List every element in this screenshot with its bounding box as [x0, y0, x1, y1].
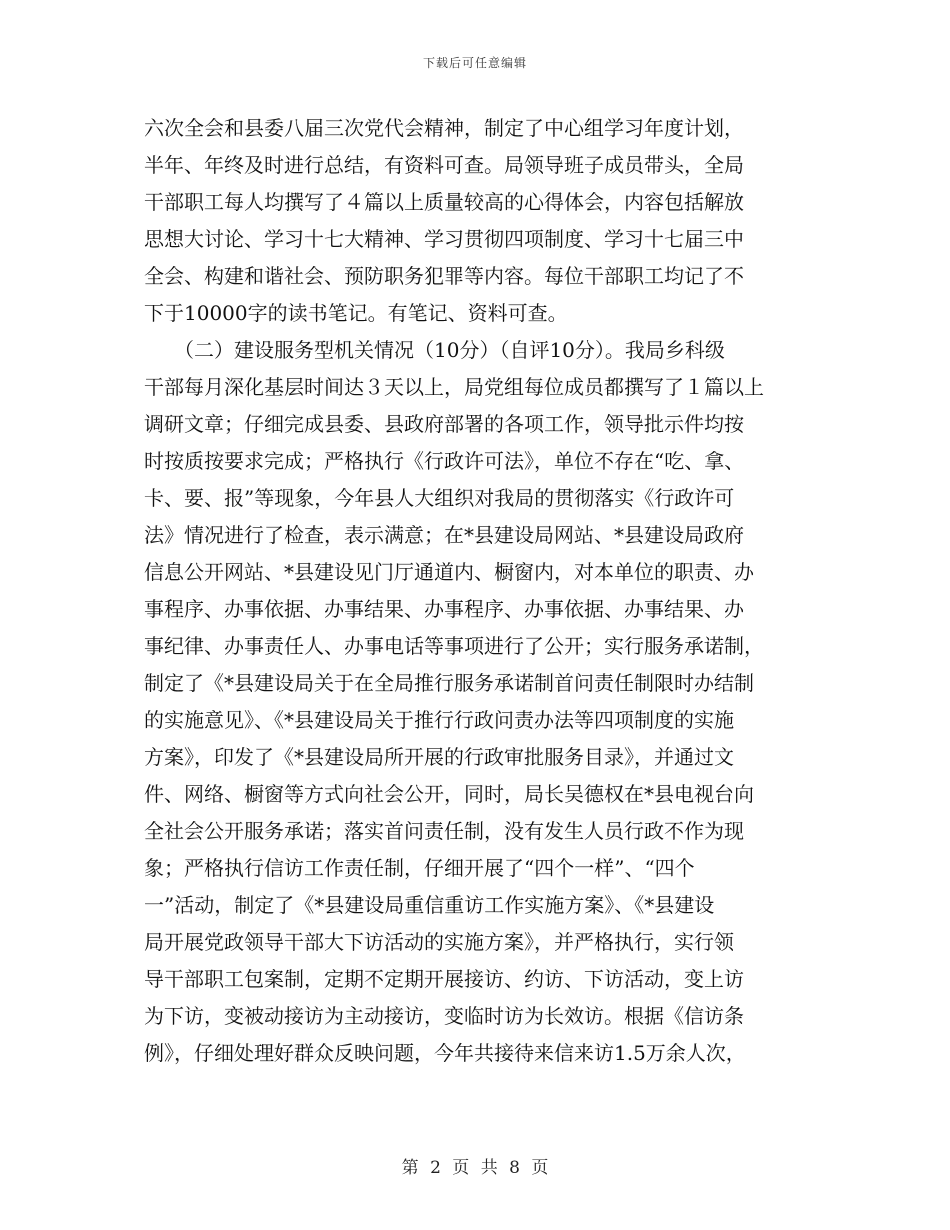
text-line: 导干部职工包案制，定期不定期开展接访、约访、下访活动，变上访 [144, 967, 744, 991]
text-line: 制定了《*县建设局关于在全局推行服务承诺制首问责任制限时办结制 [144, 671, 754, 695]
text-line: 卡、要、报”等现象，今年县人大组织对我局的贯彻落实《行政许可 [144, 486, 735, 510]
text-line: 件、网络、橱窗等方式向社会公开，同时，局长吴德权在*县电视台向 [144, 782, 754, 806]
text-line: 六次全会和县委八届三次党代会精神，制定了中心组学习年度计划， [144, 116, 744, 140]
text-line: 信息公开网站、*县建设见门厅通道内、橱窗内，对本单位的职责、办 [144, 560, 754, 584]
text-line: 象；严格执行信访工作责任制，仔细开展了“四个一样”、“四个 [144, 856, 695, 880]
page-number-footer: 第 2 页 共 8 页 [401, 1158, 549, 1178]
text-line: 干部职工每人均撰写了４篇以上质量较高的心得体会，内容包括解放 [144, 190, 744, 214]
text-line: 全会、构建和谐社会、预防职务犯罪等内容。每位干部职工均记了不 [144, 264, 744, 288]
text-line: 事纪律、办事责任人、办事电话等事项进行了公开；实行服务承诺制， [144, 634, 764, 658]
page-header-note: 下载后可任意编辑 [422, 56, 527, 70]
section-heading-line: （二）建设服务型机关情况（10分）（自评10分）。我局乡科级 [144, 338, 725, 362]
text-line: 思想大讨论、学习十七大精神、学习贯彻四项制度、学习十七届三中 [144, 227, 744, 251]
text-line: 的实施意见》、《*县建设局关于推行行政问责办法等四项制度的实施 [144, 708, 734, 732]
text-line: 局开展党政领导干部大下访活动的实施方案》，并严格执行，实行领 [144, 930, 734, 954]
text-line: 一”活动，制定了《*县建设局重信重访工作实施方案》、《*县建设 [144, 893, 715, 917]
body-text [144, 110, 812, 1072]
text-line: 例》，仔细处理好群众反映问题，今年共接待来信来访1.5万余人次， [144, 1041, 746, 1065]
text-line: 调研文章；仔细完成县委、县政府部署的各项工作，领导批示件均按 [144, 412, 744, 436]
text-line: 干部每月深化基层时间达３天以上，局党组每位成员都撰写了１篇以上 [144, 375, 764, 399]
text-line: 为下访，变被动接访为主动接访，变临时访为长效访。根据《信访条 [144, 1004, 744, 1028]
text-line: 时按质按要求完成；严格执行《行政许可法》，单位不存在“吃、拿、 [144, 449, 745, 473]
text-line: 全社会公开服务承诺；落实首问责任制，没有发生人员行政不作为现 [144, 819, 744, 843]
text-line: 半年、年终及时进行总结，有资料可查。局领导班子成员带头，全局 [144, 153, 744, 177]
text-line: 下于10000字的读书笔记。有笔记、资料可查。 [144, 301, 568, 325]
text-line: 法》情况进行了检查，表示满意；在*县建设局网站、*县建设局政府 [144, 523, 744, 547]
text-line: 方案》，印发了《*县建设局所开展的行政审批服务目录》，并通过文 [144, 745, 734, 769]
text-line: 事程序、办事依据、办事结果、办事程序、办事依据、办事结果、办 [144, 597, 744, 621]
